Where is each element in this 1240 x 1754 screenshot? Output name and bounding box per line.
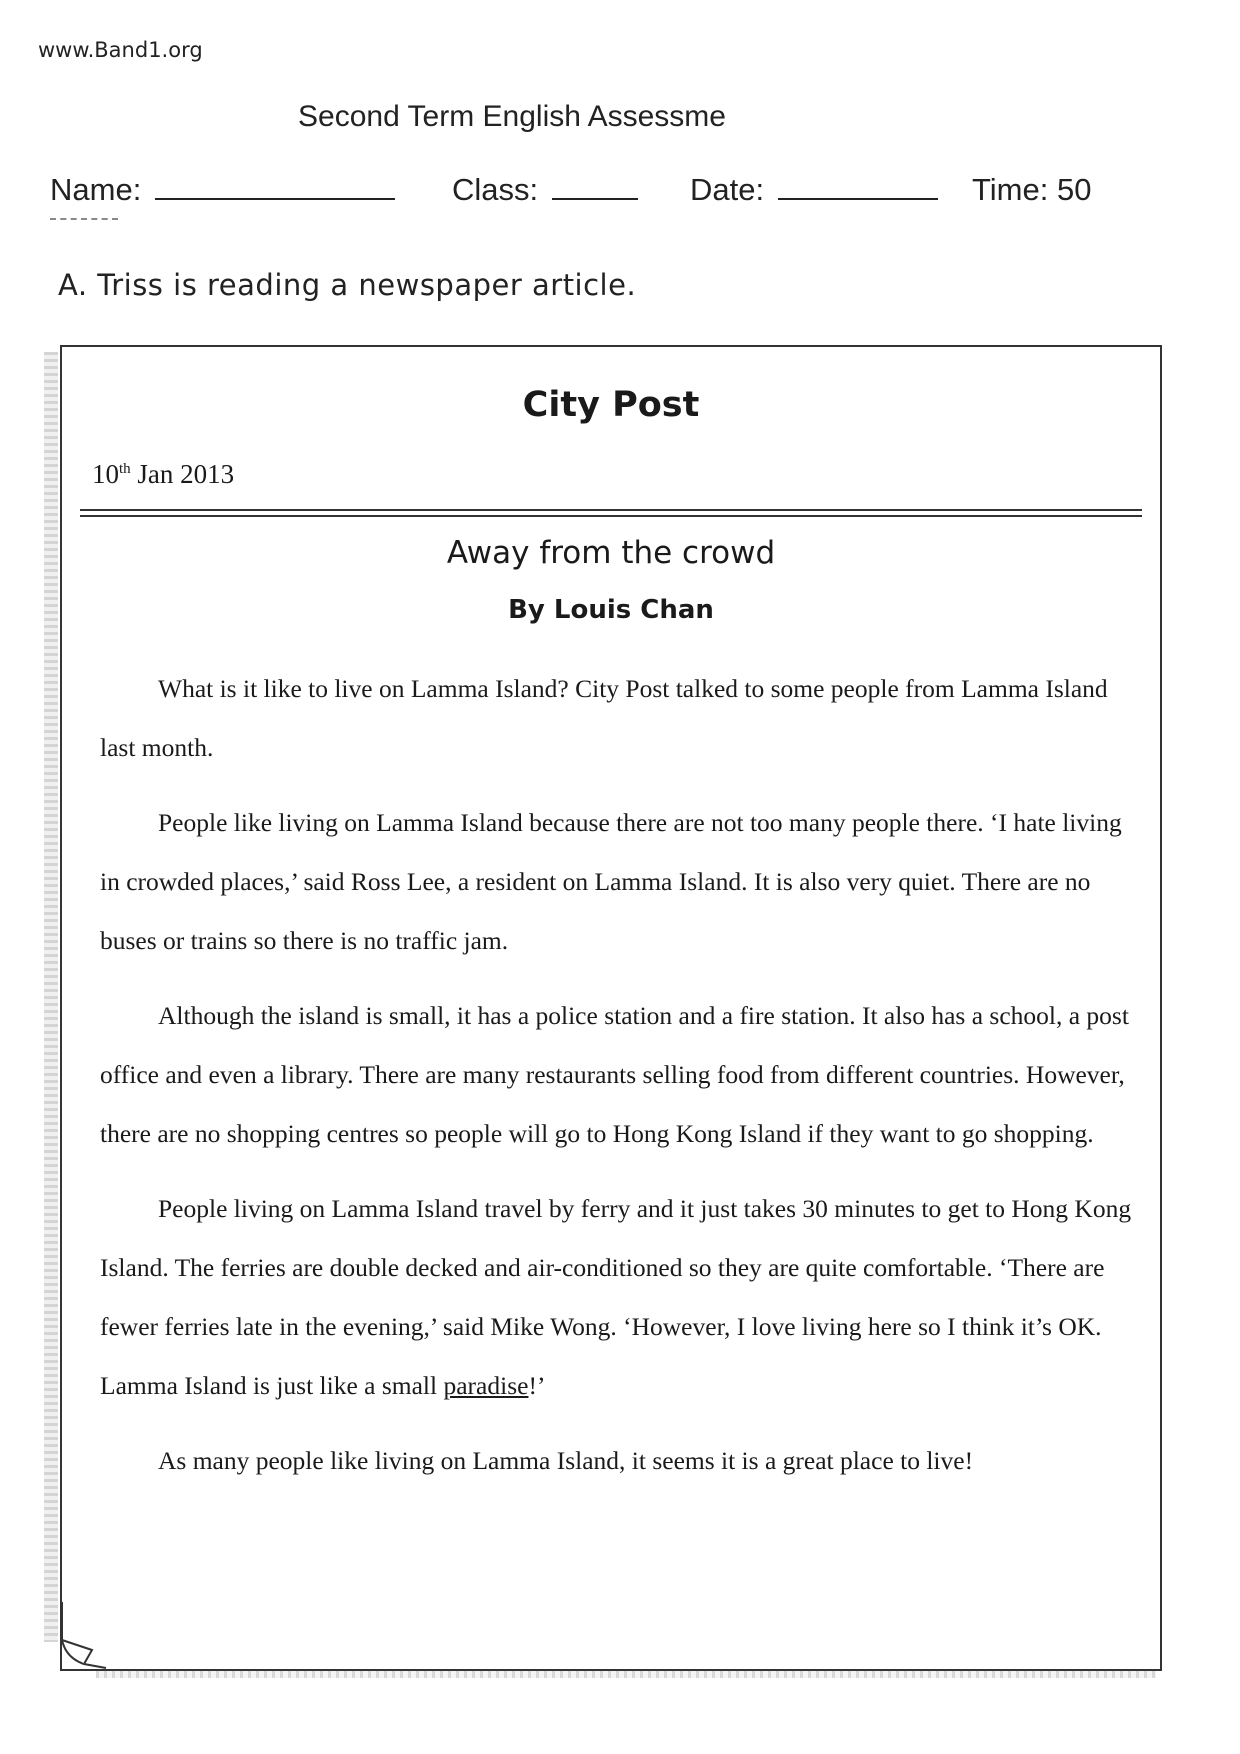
- class-field: [452, 172, 638, 208]
- article-headline: Away from the crowd: [446, 535, 776, 571]
- newspaper-name: City Post: [522, 385, 700, 425]
- date-rest: Jan 2013: [130, 459, 235, 489]
- date-label: Date:: [690, 172, 765, 207]
- page-curl-icon: [44, 1600, 114, 1670]
- paragraph-4: [100, 1179, 1140, 1415]
- name-label: Name:: [50, 172, 142, 207]
- name-field: [50, 172, 395, 208]
- date-blank[interactable]: [778, 174, 938, 200]
- time-label: Time: 50: [972, 172, 1092, 207]
- date-suffix: th: [119, 461, 131, 477]
- paragraph-1: What is it like to live on Lamma Island? City Post talked to some people from Lamma Island last month.: [100, 674, 1108, 762]
- watermark-url: www.Band1.org: [38, 38, 203, 62]
- divider-rule: [80, 509, 1142, 511]
- time-field: [972, 172, 1091, 208]
- page-title: Second Term English Assessme: [298, 100, 726, 133]
- newspaper-article: [60, 345, 1162, 1671]
- class-label: Class:: [452, 172, 539, 207]
- article-byline: By Louis Chan: [508, 595, 714, 625]
- paragraph-3: Although the island is small, it has a police station and a fire station. It also has a school, a post office and even a library. There are many restaurants selling food from different countries. However, there are no shopping centres so people will go to Hong Kong Island if they want to go shopping.: [100, 1001, 1129, 1148]
- paragraph-4-main: People living on Lamma Island travel by ferry and it just takes 30 minutes to get to Hong Kong Island. The ferries are double decked and air-conditioned so they are quite comfortable. ‘There are fewer ferries late in the evening,’ said Mike Wong. ‘However, I love living here so I think it’s OK. Lamma Island is just like a small: [100, 1194, 1132, 1400]
- paper-shadow-left: [44, 352, 58, 1642]
- paragraph-2: People like living on Lamma Island because there are not too many people there. ‘I hate living in crowded places,’ said Ross Lee, a resident on Lamma Island. It is also very quiet. There are no buses or trains so there is no traffic jam.: [100, 808, 1122, 955]
- scan-mark: [50, 218, 118, 220]
- paragraph-5: As many people like living on Lamma Island, it seems it is a great place to live!: [158, 1446, 974, 1475]
- name-blank[interactable]: [155, 174, 395, 200]
- divider-rule: [80, 515, 1142, 517]
- article-date: [92, 459, 234, 490]
- class-blank[interactable]: [552, 174, 638, 200]
- date-day: 10: [92, 459, 119, 489]
- paragraph-4-end: !’: [528, 1371, 546, 1400]
- section-a-instruction: A. Triss is reading a newspaper article.: [58, 268, 637, 302]
- date-field: [690, 172, 938, 208]
- article-body: [100, 659, 1140, 1506]
- vocab-word-paradise: paradise: [443, 1371, 529, 1400]
